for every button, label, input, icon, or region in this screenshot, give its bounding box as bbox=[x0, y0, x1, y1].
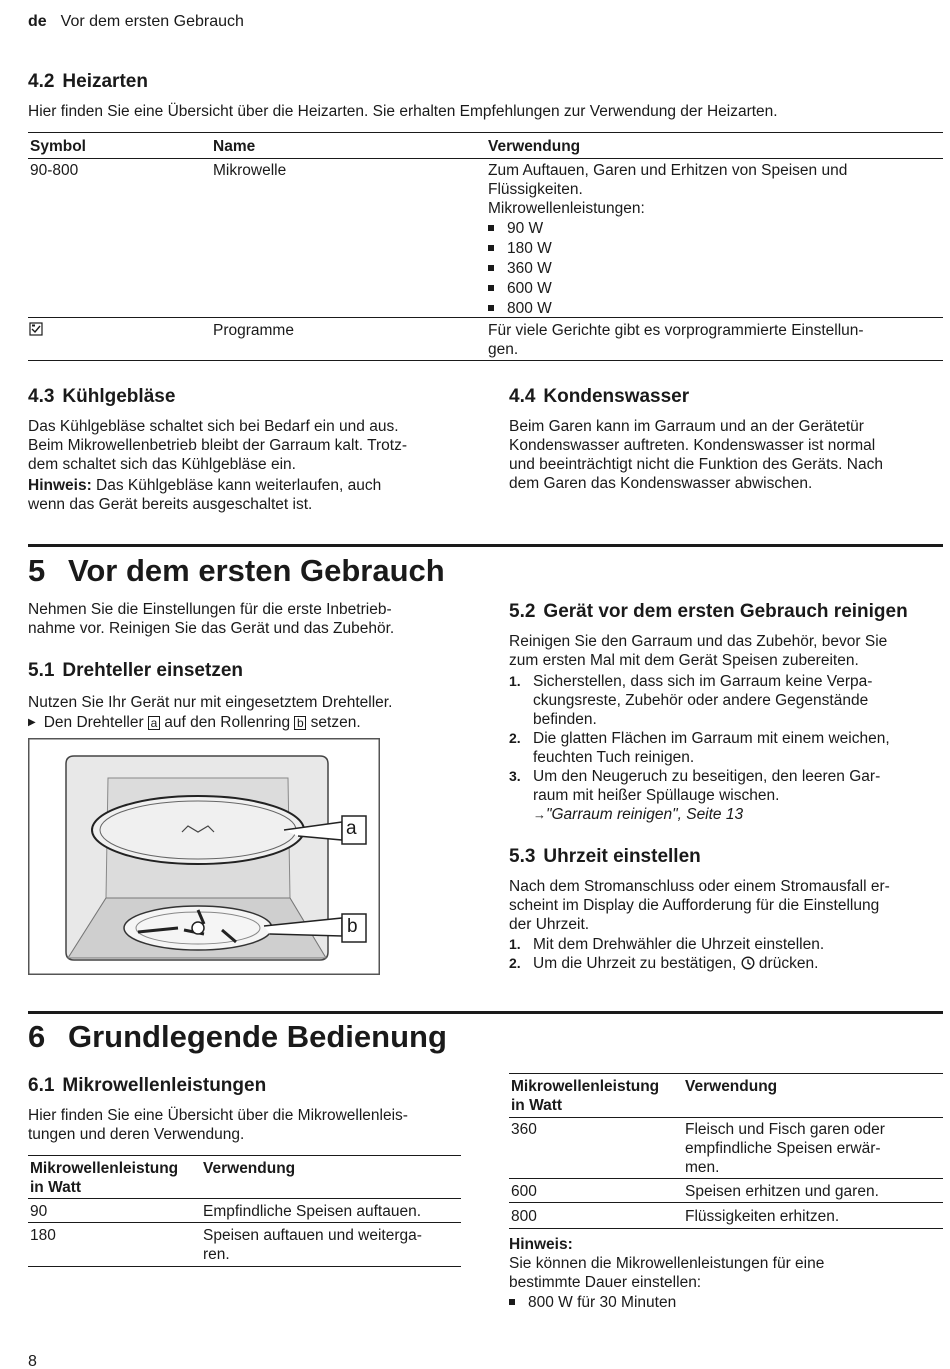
cell-power: 360 bbox=[511, 1121, 537, 1138]
chapter-title: Grundlegende Bedienung bbox=[68, 1019, 447, 1054]
arrow-right-icon: → bbox=[533, 807, 546, 822]
chapter-number: 6 bbox=[28, 1019, 46, 1054]
cleaning-steps bbox=[509, 672, 943, 824]
col-header-name: Name bbox=[213, 138, 256, 155]
table-top-rule bbox=[28, 1155, 461, 1156]
use-line: Zum Auftauen, Garen und Erhitzen von Speisen und bbox=[488, 162, 848, 179]
cleaning-intro bbox=[509, 632, 887, 670]
text-line: und beeinträchtigt nicht die Funktion des Geräts. Nach bbox=[509, 456, 883, 473]
cell-use: Fleisch und Fisch garen oder empfindliche Speisen erwär- men. bbox=[685, 1121, 885, 1176]
section-number: 5.3 bbox=[509, 846, 536, 867]
cell-name-microwave: Mikrowelle bbox=[213, 162, 287, 179]
col-header-power: Mikrowellenleistung in Watt bbox=[30, 1160, 179, 1196]
section-title: Heizarten bbox=[62, 71, 148, 92]
text-line: nahme vor. Reinigen Sie das Gerät und das Zubehör. bbox=[28, 620, 395, 637]
page-number: 8 bbox=[28, 1353, 37, 1369]
chapter-heading-6 bbox=[28, 1019, 447, 1055]
section-heading-5-2 bbox=[509, 601, 908, 623]
section-title: Mikrowellenleistungen bbox=[62, 1075, 267, 1096]
clock-steps bbox=[509, 935, 943, 975]
table-header-rule bbox=[28, 158, 943, 159]
col-header-use: Verwendung bbox=[685, 1078, 778, 1095]
cell-name-programs: Programme bbox=[213, 322, 294, 339]
note-list-item: 800 W für 30 Minuten bbox=[509, 1293, 824, 1312]
chapter-number: 5 bbox=[28, 553, 46, 588]
cell-use: Speisen auftauen und weiterga- ren. bbox=[203, 1227, 422, 1263]
text-line: dem schaltet sich das Kühlgebläse ein. bbox=[28, 456, 296, 473]
text-line: Beim Mikrowellenbetrieb bleibt der Garraum kalt. Trotz- bbox=[28, 437, 408, 454]
cross-reference-link[interactable]: →"Garraum reinigen", Seite 13 bbox=[533, 806, 744, 823]
bullet-icon bbox=[488, 265, 494, 271]
step-item: 3. Um den Neugeruch zu beseitigen, den leeren Gar- raum mit heißer Spüllauge wischen. →"Garraum reinigen", Seite 13 bbox=[509, 767, 943, 824]
text-line: Kondenswasser auftreten. Kondenswasser ist normal bbox=[509, 437, 876, 454]
power-intro bbox=[28, 1106, 408, 1144]
step-number: 2. bbox=[509, 730, 521, 746]
col-header-use: Verwendung bbox=[203, 1160, 296, 1177]
step-arrow-icon: ▶ bbox=[28, 717, 36, 728]
clock-intro bbox=[509, 877, 890, 934]
turntable-drawing bbox=[28, 738, 380, 975]
cell-power: 90 bbox=[30, 1203, 48, 1220]
bullet-icon bbox=[488, 225, 494, 231]
section-number: 5.1 bbox=[28, 660, 55, 681]
step-item: 2. Die glatten Flächen im Garraum mit einem weichen, feuchten Tuch reinigen. bbox=[509, 730, 890, 766]
table-header-rule bbox=[509, 1117, 943, 1118]
cell-use-microwave bbox=[488, 161, 938, 318]
cell-use: Speisen erhitzen und garen. bbox=[685, 1183, 879, 1200]
section-title: Uhrzeit einstellen bbox=[543, 846, 701, 867]
cell-symbol-microwave: 90-800 bbox=[30, 162, 79, 179]
table-bottom-rule bbox=[509, 1228, 943, 1229]
table-top-rule bbox=[28, 132, 943, 133]
table-header-rule bbox=[28, 1198, 461, 1199]
power-list-item: 180 W bbox=[488, 239, 938, 258]
cooling-fan-text bbox=[28, 417, 407, 514]
table-row-rule bbox=[28, 317, 943, 318]
use-line: Flüssigkeiten. bbox=[488, 181, 583, 198]
intro-text: Hier finden Sie eine Übersicht über die Heizarten. Sie erhalten Empfehlungen zur Verwendung der Heizarten. bbox=[28, 103, 778, 120]
note-label: Hinweis: bbox=[509, 1236, 573, 1253]
text-line: dem Garen das Kondenswasser abwischen. bbox=[509, 475, 813, 492]
note-line: Hinweis: Das Kühlgebläse kann weiterlaufen, auch bbox=[28, 477, 382, 494]
section-title: Drehteller einsetzen bbox=[62, 660, 243, 681]
power-list-item: 360 W bbox=[488, 259, 938, 278]
chapter-intro bbox=[28, 600, 394, 638]
clock-icon bbox=[741, 956, 755, 975]
text-line: der Uhrzeit. bbox=[509, 916, 590, 933]
text-line: Nehmen Sie die Einstellungen für die erste Inbetrieb- bbox=[28, 601, 392, 618]
step-item: 1. Mit dem Drehwähler die Uhrzeit einstellen. bbox=[509, 936, 825, 953]
section-number: 4.3 bbox=[28, 386, 55, 407]
turntable-step: ▶ Den Drehteller a auf den Rollenring b setzen. bbox=[28, 714, 361, 731]
power-list-item: 800 W bbox=[488, 299, 938, 318]
text-line: scheint im Display die Aufforderung für die Einstellung bbox=[509, 897, 880, 914]
section-heading-4-2 bbox=[28, 71, 148, 93]
chapter-title: Vor dem ersten Gebrauch bbox=[68, 553, 445, 588]
text-line: Beim Garen kann im Garraum und an der Gerätetür bbox=[509, 418, 864, 435]
turntable-illustration bbox=[28, 738, 380, 975]
step-number: 2. bbox=[509, 955, 521, 971]
col-header-symbol: Symbol bbox=[30, 138, 86, 155]
bullet-icon bbox=[488, 305, 494, 311]
text-line: Reinigen Sie den Garraum und das Zubehör, bevor Sie bbox=[509, 633, 888, 650]
key-b-marker: b bbox=[294, 716, 306, 730]
table-bottom-rule bbox=[28, 1266, 461, 1267]
cell-use: Flüssigkeiten erhitzen. bbox=[685, 1208, 840, 1225]
section-title: Kühlgebläse bbox=[62, 386, 176, 407]
program-icon bbox=[29, 322, 43, 341]
step-item: 1. Sicherstellen, dass sich im Garraum keine Verpa- ckungsreste, Zubehör oder andere Gegenstände befinden. bbox=[509, 673, 873, 728]
step-number: 1. bbox=[509, 936, 521, 952]
section-heading-4-4 bbox=[509, 386, 689, 408]
col-header-use: Verwendung bbox=[488, 138, 581, 155]
text-line: tungen und deren Verwendung. bbox=[28, 1126, 245, 1143]
condensation-text bbox=[509, 417, 883, 493]
use-line: Für viele Gerichte gibt es vorprogrammierte Einstellun- bbox=[488, 322, 864, 339]
step-number: 3. bbox=[509, 768, 521, 784]
section-number: 4.2 bbox=[28, 71, 55, 92]
turntable-text: Nutzen Sie Ihr Gerät nur mit eingesetztem Drehteller. bbox=[28, 694, 393, 711]
power-list-item: 90 W bbox=[488, 219, 938, 238]
col-header-power: Mikrowellenleistung in Watt bbox=[511, 1078, 660, 1114]
text-line: Das Kühlgebläse schaltet sich bei Bedarf ein und aus. bbox=[28, 418, 399, 435]
section-number: 4.4 bbox=[509, 386, 536, 407]
section-heading-4-3 bbox=[28, 386, 175, 408]
note-line: wenn das Gerät bereits ausgeschaltet ist. bbox=[28, 496, 313, 513]
use-line: gen. bbox=[488, 341, 519, 358]
step-number: 1. bbox=[509, 673, 521, 689]
cell-power: 600 bbox=[511, 1183, 537, 1200]
key-a-marker: a bbox=[148, 716, 160, 730]
language-code: de bbox=[28, 13, 47, 30]
running-header bbox=[28, 12, 244, 31]
section-number: 5.2 bbox=[509, 601, 536, 622]
section-title: Kondenswasser bbox=[543, 386, 690, 407]
chapter-rule bbox=[28, 544, 943, 547]
bullet-icon bbox=[509, 1299, 515, 1305]
chapter-rule bbox=[28, 1011, 943, 1014]
bullet-icon bbox=[488, 285, 494, 291]
bullet-icon bbox=[488, 245, 494, 251]
note-label: Hinweis: bbox=[28, 477, 92, 494]
cell-use-programs bbox=[488, 321, 864, 359]
section-heading-5-3 bbox=[509, 846, 701, 868]
table-row-rule bbox=[509, 1178, 943, 1179]
section-number: 6.1 bbox=[28, 1075, 55, 1096]
section-heading-6-1 bbox=[28, 1075, 266, 1097]
power-note: Hinweis: Sie können die Mikrowellenleistungen für eine bestimmte Dauer einstellen: 800 W für 30 Minuten bbox=[509, 1236, 825, 1311]
callout-label-a: a bbox=[346, 818, 357, 839]
cell-power: 800 bbox=[511, 1208, 537, 1225]
chapter-heading-5 bbox=[28, 553, 445, 589]
running-title: Vor dem ersten Gebrauch bbox=[60, 13, 244, 30]
table-row-rule bbox=[28, 1222, 461, 1223]
cell-power: 180 bbox=[30, 1227, 56, 1244]
table-bottom-rule bbox=[28, 360, 943, 361]
section-heading-5-1 bbox=[28, 660, 243, 682]
section-title: Gerät vor dem ersten Gebrauch reinigen bbox=[543, 601, 908, 622]
callout-label-b: b bbox=[347, 916, 358, 937]
table-top-rule bbox=[509, 1073, 943, 1074]
table-row-rule bbox=[509, 1202, 943, 1203]
step-item: 2. Um die Uhrzeit zu bestätigen, drücken. bbox=[509, 954, 943, 975]
use-line: Mikrowellenleistungen: bbox=[488, 200, 645, 217]
text-line: zum ersten Mal mit dem Gerät Speisen zubereiten. bbox=[509, 652, 859, 669]
text-line: Hier finden Sie eine Übersicht über die Mikrowellenleis- bbox=[28, 1107, 408, 1124]
text-line: Nach dem Stromanschluss oder einem Stromausfall er- bbox=[509, 878, 890, 895]
cell-use: Empfindliche Speisen auftauen. bbox=[203, 1203, 422, 1220]
power-list-item: 600 W bbox=[488, 279, 938, 298]
